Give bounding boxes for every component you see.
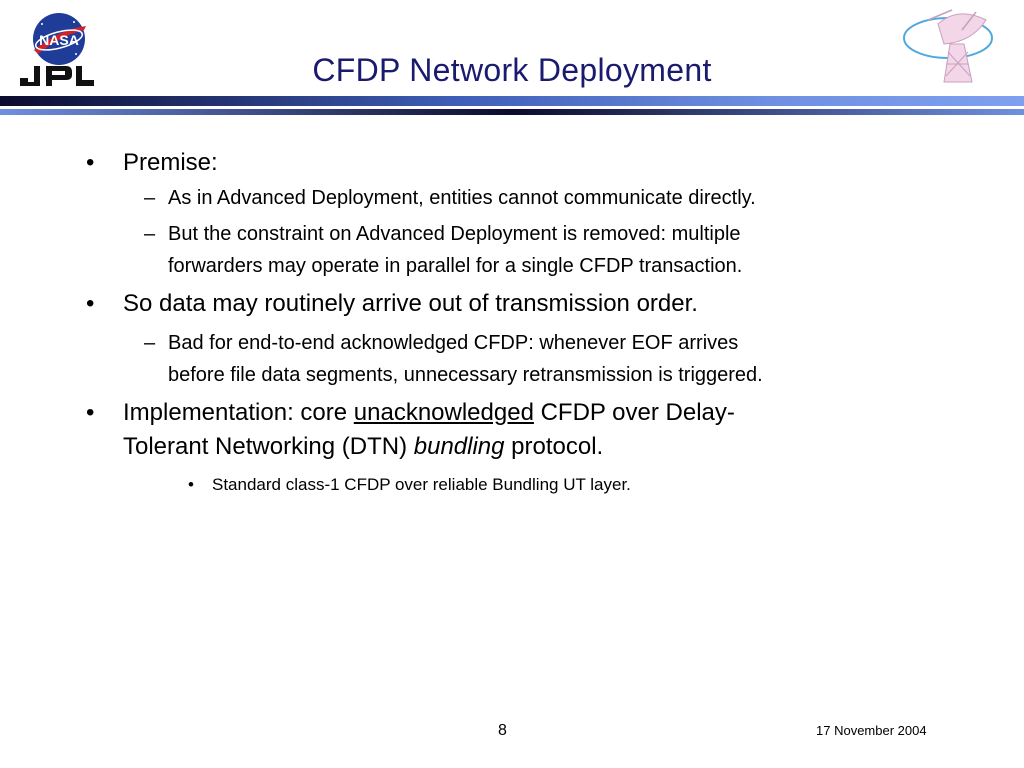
sub-bullet-text-line2: forwarders may operate in parallel for a single CFDP transaction. xyxy=(168,255,743,277)
dash-marker: – xyxy=(144,187,156,209)
sub-sub-bullet-text: Standard class-1 CFDP over reliable Bundling UT layer. xyxy=(212,475,631,494)
page-number: 8 xyxy=(498,722,507,739)
unacknowledged-term: unacknowledged xyxy=(353,399,534,426)
dash-marker: – xyxy=(144,223,156,245)
implementation-suffix: protocol. xyxy=(504,433,604,460)
implementation-mid: CFDP over Delay- xyxy=(533,399,735,426)
bundling-term: bundling xyxy=(413,433,505,460)
bullet-marker: • xyxy=(86,290,95,317)
sub-bullet-text-line2: before file data segments, unnecessary retransmission is triggered. xyxy=(168,364,763,386)
nasa-logo-text: NASA xyxy=(39,32,79,48)
implementation-line2-prefix: Tolerant Networking (DTN) xyxy=(123,433,414,460)
footer-date: 17 November 2004 xyxy=(816,723,927,738)
slide-title-text: CFDP Network Deployment xyxy=(312,52,712,88)
sub-bullet-text: As in Advanced Deployment, entities cannot communicate directly. xyxy=(168,187,756,209)
bullet-marker: • xyxy=(188,475,194,494)
implementation-prefix: Implementation: core xyxy=(123,399,354,426)
sub-bullet-text-line1: Bad for end-to-end acknowledged CFDP: whenever EOF arrives xyxy=(168,332,739,354)
bullet-text: So data may routinely arrive out of transmission order. xyxy=(123,290,698,317)
sub-bullet-text-line1: But the constraint on Advanced Deployment is removed: multiple xyxy=(168,223,741,245)
bullet-text-line1 xyxy=(123,396,735,430)
slide-title xyxy=(0,50,1024,90)
bullet-text: Premise: xyxy=(123,149,218,176)
title-divider-bar xyxy=(0,96,1024,118)
bullet-marker: • xyxy=(86,149,95,176)
bullet-marker: • xyxy=(86,399,95,426)
bullet-text-line2 xyxy=(123,430,603,464)
dash-marker: – xyxy=(144,332,156,354)
